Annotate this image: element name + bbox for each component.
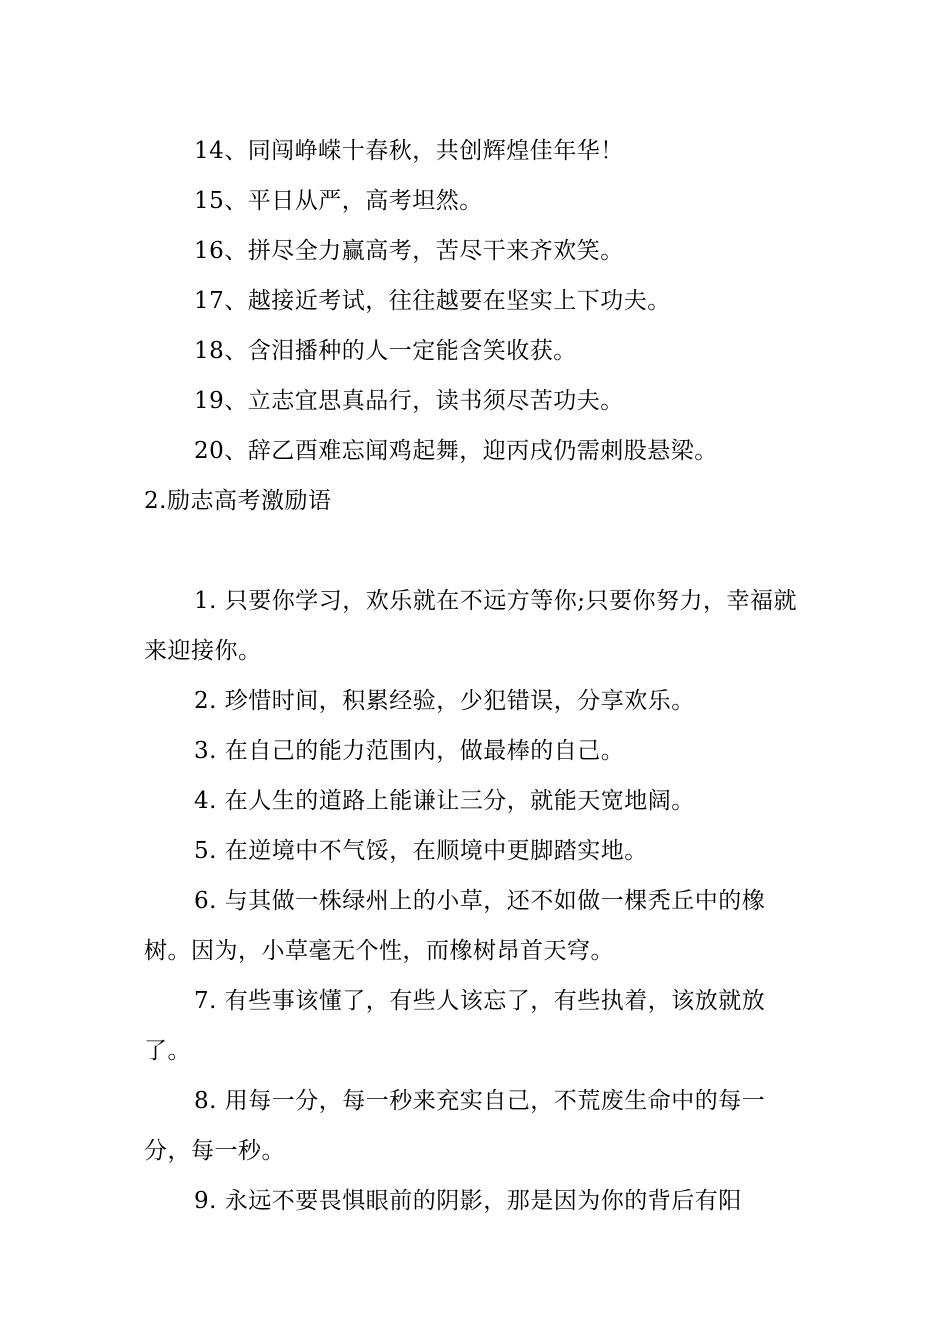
- list-item: 2. 珍惜时间，积累经验，少犯错误，分享欢乐。: [194, 688, 695, 714]
- list-item: 19、立志宜思真品行，读书须尽苦功夫。: [194, 388, 624, 414]
- list-item: 17、越接近考试，往往越要在坚实上下功夫。: [194, 288, 671, 314]
- list-item: 7. 有些事该懂了，有些人该忘了，有些执着，该放就放了。: [144, 988, 766, 1064]
- blank-line: [144, 526, 808, 576]
- list-item: 6. 与其做一株绿州上的小草，还不如做一棵秃丘中的橡树。因为，小草毫无个性，而橡树昂首天穹。: [144, 888, 766, 964]
- list-item: 18、含泪播种的人一定能含笑收获。: [194, 338, 577, 364]
- list-item: 14、同闯峥嵘十春秋，共创辉煌佳年华！: [194, 138, 624, 164]
- list-item: 1. 只要你学习，欢乐就在不远方等你;只要你努力，幸福就来迎接你。: [144, 588, 798, 664]
- document-body: [144, 126, 808, 1226]
- list-item: 4. 在人生的道路上能谦让三分，就能天宽地阔。: [194, 788, 695, 814]
- list-item: 8. 用每一分，每一秒来充实自己，不荒废生命中的每一分，每一秒。: [144, 1088, 766, 1164]
- list-item: 9. 永远不要畏惧眼前的阴影，那是因为你的背后有阳: [194, 1188, 742, 1214]
- list-item: 20、辞乙酉难忘闻鸡起舞，迎丙戌仍需刺股悬梁。: [194, 438, 718, 464]
- list-item: 15、平日从严，高考坦然。: [194, 188, 483, 214]
- section-heading: 2.励志高考激励语: [144, 488, 332, 514]
- list-item: 5. 在逆境中不气馁，在顺境中更脚踏实地。: [194, 838, 648, 864]
- list-item: 3. 在自己的能力范围内，做最棒的自己。: [194, 738, 625, 764]
- list-item: 16、拼尽全力赢高考，苦尽干来齐欢笑。: [194, 238, 624, 264]
